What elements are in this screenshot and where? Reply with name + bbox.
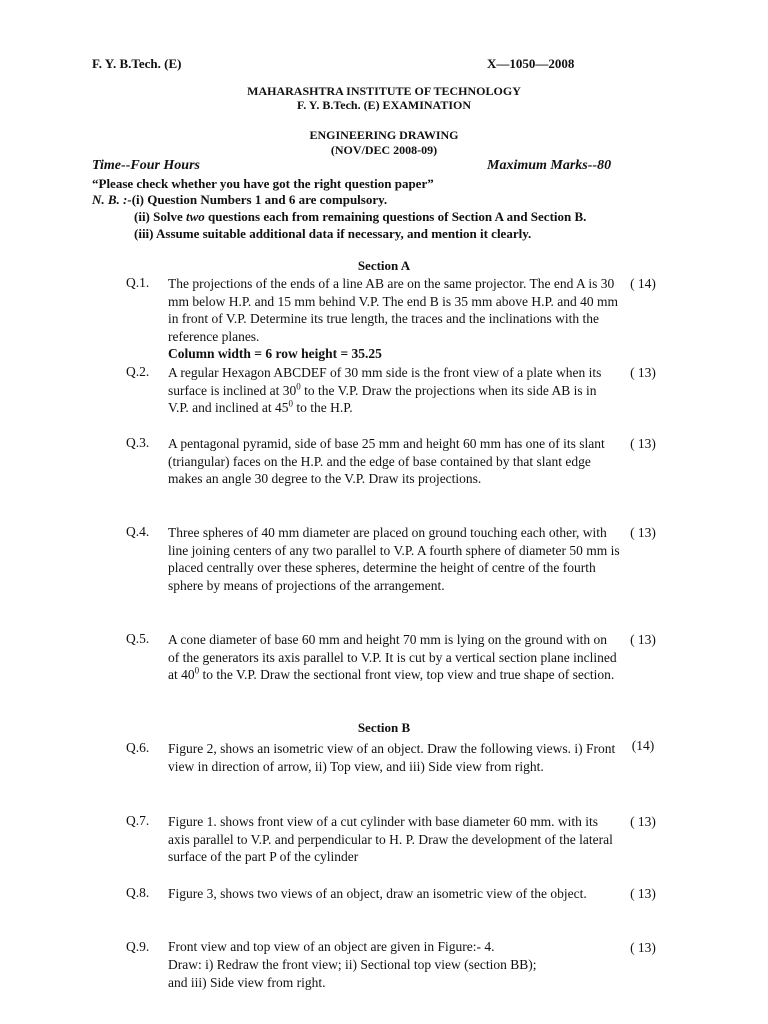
instruction-2: (ii) Solve two questions each from remaining questions of Section A and Section B.: [134, 209, 587, 224]
question-number: Q.7.: [126, 813, 150, 828]
section-a-heading: Section A: [357, 258, 411, 273]
question-marks: ( 14): [630, 276, 656, 291]
question-marks: (14): [631, 738, 655, 753]
question-text: Figure 3, shows two views of an object, draw an isometric view of the object.: [168, 886, 587, 901]
question-text-line-2: Draw: i) Redraw the front view; ii) Sectional top view (section BB);: [168, 957, 537, 972]
question-marks: ( 13): [630, 525, 656, 540]
instruction-3: (iii) Assume suitable additional data if necessary, and mention it clearly.: [134, 226, 532, 241]
question-text: The projections of the ends of a line AB are on the same projector. The end A is 30 mm below H.P. and 15 mm behind V.P. The end B is 35 mm above H.P. and 40 mm in front of V.P. Determine its true length, the traces and the inclinations with the reference planes.: [168, 276, 619, 344]
exam-session: (NOV/DEC 2008-09): [330, 143, 438, 157]
question-number: Q.2.: [126, 364, 150, 379]
question-marks: ( 13): [630, 886, 656, 901]
instruction-1: [92, 192, 387, 208]
course-code: F. Y. B.Tech. (E): [92, 56, 182, 71]
question-text: Figure 1. shows front view of a cut cylinder with base diameter 60 mm. with its axis parallel to V.P. and perpendicular to H. P. Draw the development of the lateral surface of the part P of the cylinder: [168, 814, 613, 864]
question-marks: ( 13): [630, 632, 656, 647]
question-text-line-3: and iii) Side view from right.: [168, 975, 326, 990]
question-number: Q.8.: [126, 885, 150, 900]
question-number: Q.5.: [126, 631, 150, 646]
question-text: Three spheres of 40 mm diameter are placed on ground touching each other, with line joining centers of any two parallel to V.P. A fourth sphere of diameter 50 mm is placed centrally over these spheres, determine the height of centre of the fourth sphere by means of projections of the arrangement.: [168, 525, 620, 593]
subject-title: ENGINEERING DRAWING: [309, 128, 459, 142]
column-width-note: Column width = 6 row height = 35.25: [168, 346, 382, 361]
check-paper-note: “Please check whether you have got the right question paper”: [92, 176, 434, 191]
time-allowed: Time--Four Hours: [92, 158, 200, 173]
question-number: Q.3.: [126, 435, 150, 450]
question-number: Q.6.: [126, 740, 150, 755]
question-number: Q.4.: [126, 524, 150, 539]
question-number: Q.9.: [126, 939, 150, 954]
question-marks: ( 13): [630, 940, 656, 955]
question-text: Figure 2, shows an isometric view of an object. Draw the following views. i) Front view in direction of arrow, ii) Top view, and iii) Side view from right.: [168, 741, 616, 774]
nb-label: N. B. :-: [92, 192, 132, 207]
question-text: A pentagonal pyramid, side of base 25 mm and height 60 mm has one of its slant (triangular) faces on the H.P. and the edge of base contained by that slant edge makes an angle 30 degree to the V.P. Draw its projections.: [168, 436, 605, 486]
question-marks: ( 13): [630, 436, 656, 451]
question-text-line-1: Front view and top view of an object are given in Figure:- 4.: [168, 939, 495, 954]
question-marks: ( 13): [630, 814, 656, 829]
question-number: Q.1.: [126, 275, 150, 290]
section-b-heading: Section B: [357, 720, 411, 735]
institute-name: MAHARASHTRA INSTITUTE OF TECHNOLOGY: [247, 84, 521, 98]
maximum-marks: Maximum Marks--80: [487, 158, 612, 173]
paper-code: X—1050—2008: [487, 56, 575, 71]
nb-item-1: (i) Question Numbers 1 and 6 are compulsory.: [131, 192, 388, 207]
exam-title: F. Y. B.Tech. (E) EXAMINATION: [296, 98, 472, 112]
question-marks: ( 13): [630, 365, 656, 380]
question-text: A regular Hexagon ABCDEF of 30 mm side is the front view of a plate when its surface is inclined at $30^0$ to the V.P. Draw the projections when its side AB is in V.P. and inclined at $45^0$ to the H.P.: [168, 365, 602, 415]
question-text: A cone diameter of base 60 mm and height 70 mm is lying on the ground with on of the generators its axis parallel to V.P. It is cut by a vertical section plane inclined at $40^0$ to the V.P. Draw the sectional front view, top view and true shape of section.: [168, 632, 617, 682]
